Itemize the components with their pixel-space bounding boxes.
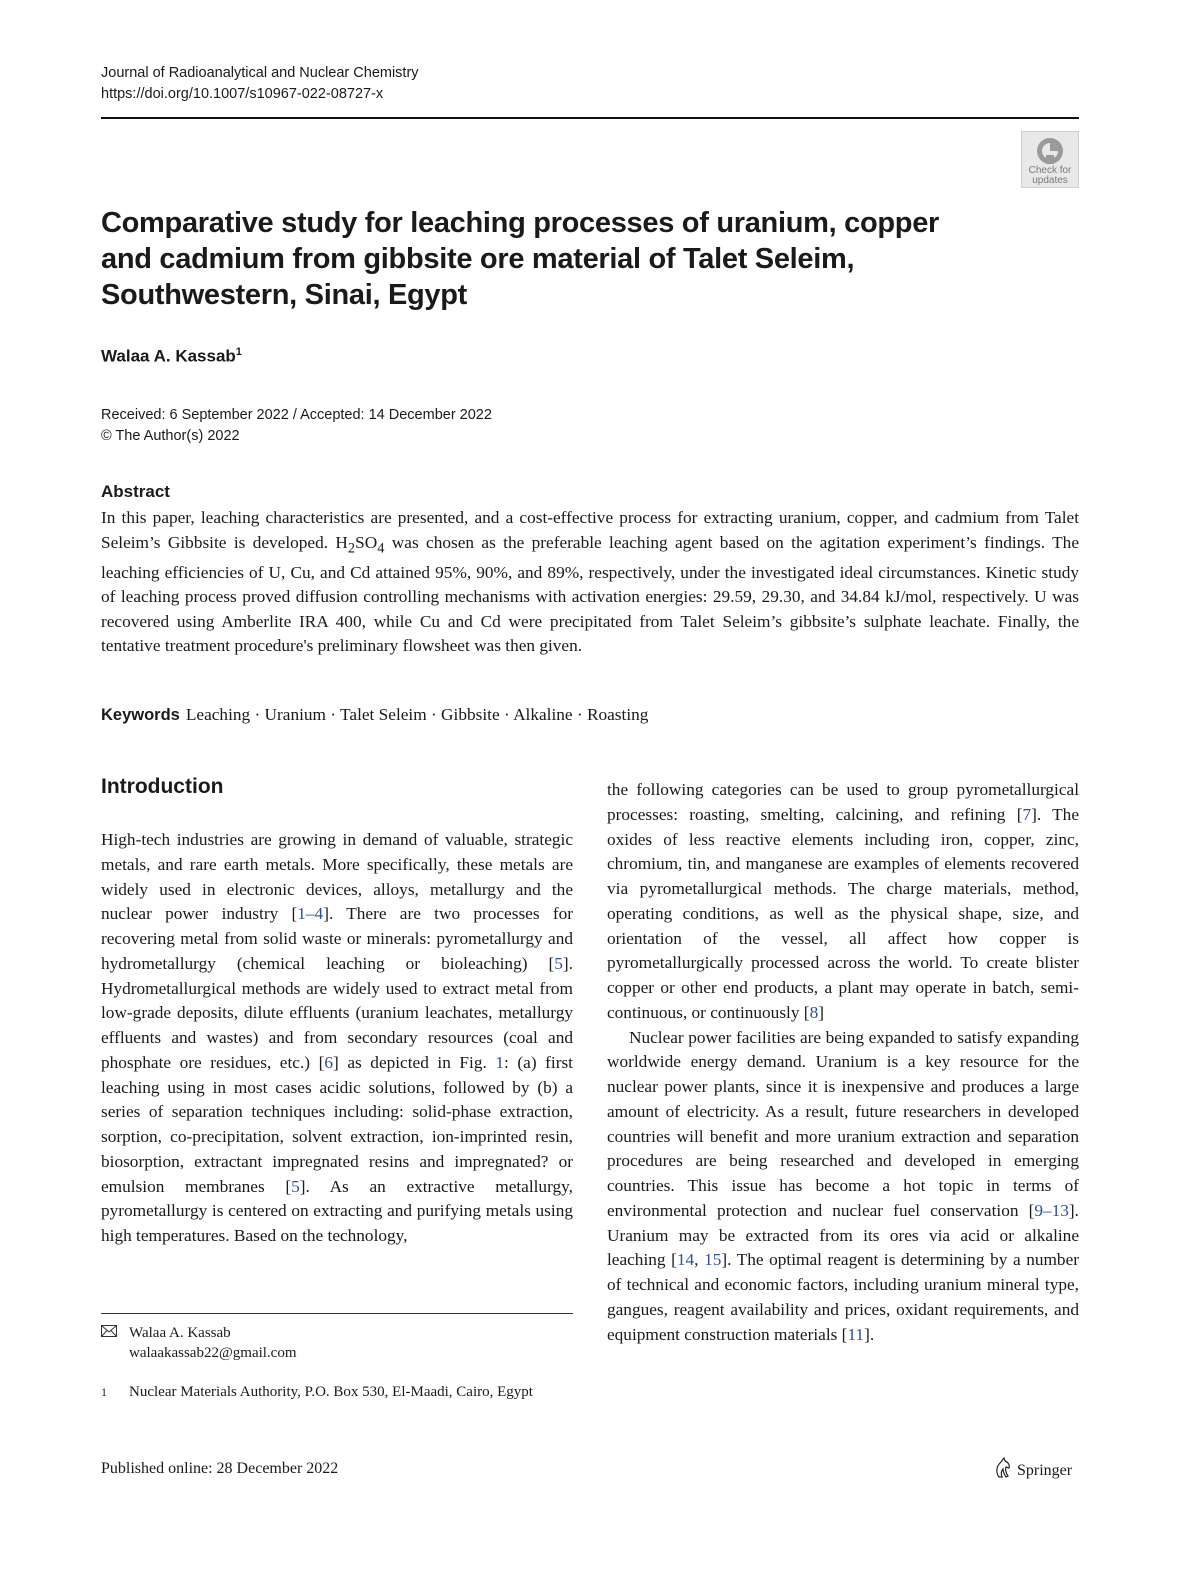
- intro-paragraph-1: High-tech industries are growing in demand of valuable, strategic metals, and rare earth metals. More specifically, these metals are widely used in electronic devices, alloys, metallurgy and the nuclear power industry [1–4]. There are two processes for recovering metal from solid waste or minerals: pyrometallurgy and hydrometallurgy (chemical leaching or bioleaching) [5]. Hydrometallurgical methods are widely used to extract metal from low-grade deposits, dilute effluents (uranium leachates, metallurgy effluents and wastes) and from secondary resources (coal and phosphate ore residues, etc.) [6] as depicted in Fig. 1: (a) first leaching using in most cases acidic solutions, followed by (b) a series of separation techniques including: solid-phase extraction, sorption, co-precipitation, solvent extraction, ion-imprinted resin, biosorption, extractant impregnated resins and impregnated? or emulsion membranes [5]. As an extractive metallurgy, pyrometallurgy is centered on extracting and purifying metals using high temperatures. Based on the technology,: [101, 830, 573, 1245]
- title-line-1: Comparative study for leaching processes of uranium, copper: [101, 207, 940, 239]
- header-rule: [101, 117, 1079, 119]
- author-name: Walaa A. Kassab: [101, 346, 236, 366]
- published-online: Published online: 28 December 2022: [101, 1460, 339, 1477]
- copyright: © The Author(s) 2022: [101, 428, 240, 444]
- badge-line1: Check for: [1028, 165, 1072, 176]
- journal-header: [101, 63, 419, 105]
- abstract-body: [101, 506, 1079, 659]
- introduction-left-column: [101, 828, 573, 1249]
- keywords-label: Keywords: [101, 706, 180, 724]
- introduction-right-column: [607, 778, 1079, 1347]
- citation-link[interactable]: 15: [704, 1250, 722, 1270]
- received-accepted: Received: 6 September 2022 / Accepted: 14 December 2022: [101, 407, 492, 423]
- figure-link[interactable]: 1: [495, 1052, 505, 1072]
- keywords-text: Leaching · Uranium · Talet Seleim · Gibbsite · Alkaline · Roasting: [185, 705, 649, 724]
- citation-link[interactable]: 9–13: [1034, 1200, 1069, 1220]
- journal-name: Journal of Radioanalytical and Nuclear Chemistry: [101, 65, 419, 81]
- springer-horse-icon: [993, 1462, 1017, 1479]
- abstract-text-1: In this paper, leaching characteristics are presented, and a cost-effective process for extracting uranium, copper, and cadmium from Talet Seleim’s Gibbsite is developed. H: [101, 508, 1079, 552]
- affil-text: Nuclear Materials Authority, P.O. Box 530, El-Maadi, Cairo, Egypt: [129, 1384, 533, 1400]
- envelope-icon: [101, 1323, 129, 1343]
- author-line: [101, 346, 242, 367]
- doi-link[interactable]: https://doi.org/10.1007/s10967-022-08727-x: [101, 86, 384, 102]
- citation-link[interactable]: 8: [809, 1002, 819, 1022]
- citation-link[interactable]: 7: [1022, 804, 1032, 824]
- check-for-updates-icon: [1035, 136, 1065, 166]
- springer-logo: [993, 1457, 1072, 1480]
- citation-link[interactable]: 5: [554, 953, 563, 973]
- contact-name: Walaa A. Kassab: [129, 1325, 231, 1341]
- citation-link[interactable]: 14: [676, 1250, 695, 1270]
- citation-link[interactable]: 5: [291, 1176, 300, 1196]
- abstract-text-2: was chosen as the preferable leaching agent based on the agitation experiment’s findings. The leaching efficiencies of U, Cu, and Cd attained 95%, 90%, and 89%, respectively, under the investigated ideal circumstances. Kinetic study of leaching process proved diffusion controlling mechanisms with activation energies: 29.59, 29.30, and 34.84 kJ/mol, respectively. U was recovered using Amberlite IRA 400, while Cu and Cd were precipitated from Talet Seleim’s gibbsite’s sulphate leachate. Finally, the tentative treatment procedure's preliminary flowsheet was then given.: [101, 532, 1079, 656]
- citation-link[interactable]: 11: [847, 1324, 865, 1344]
- dates-block: [101, 405, 492, 447]
- abstract-sub-2: 4: [377, 540, 385, 557]
- springer-wordmark: Springer: [1017, 1462, 1073, 1479]
- footnote-rule: [101, 1313, 573, 1314]
- intro-paragraph-2: Nuclear power facilities are being expanded to satisfy expanding worldwide energy demand. Uranium is a key resource for the nuclear power plants, since it is inexpensive and produces a large amount of electricity. As a result, future researchers in developed countries will benefit and more uranium extraction and separation procedures are being researched and developed in emerging countries. This issue has become a hot topic in terms of environmental protection and nuclear fuel conservation [9–13]. Uranium may be extracted from its ores via acid or alkaline leaching [14, 15]. The optimal reagent is determining by a number of technical and economic factors, including uranium mineral type, gangues, reagent availability and prices, oxidant requirements, and equipment construction materials [11].: [607, 1027, 1080, 1344]
- contact-email[interactable]: walaakassab22@gmail.com: [129, 1345, 297, 1361]
- paper-title: [101, 205, 961, 313]
- footnote-contact: [101, 1323, 573, 1363]
- citation-link[interactable]: 1–4: [297, 904, 324, 924]
- footnote-affiliation: [101, 1382, 573, 1402]
- title-line-3: Southwestern, Sinai, Egypt: [101, 279, 468, 311]
- introduction-heading: Introduction: [101, 775, 224, 798]
- title-line-2: and cadmium from gibbsite ore material of Talet Seleim,: [101, 243, 855, 275]
- abstract-heading: Abstract: [101, 482, 170, 501]
- author-affil-mark: 1: [235, 346, 242, 358]
- abstract-text-mid: SO: [355, 532, 378, 552]
- keywords: [101, 705, 648, 725]
- intro-paragraph-1-cont: the following categories can be used to group pyrometallurgical processes: roasting, smelting, calcining, and refining [7]. The oxides of less reactive elements including iron, copper, zinc, chromium, tin, and manganese are examples of elements recovered via pyrometallurgical methods. The charge materials, method, operating conditions, as well as the physical shape, size, and orientation of the vessel, all affect how copper is pyrometallurgically processed across the world. To create blister copper or other end products, a plant may operate in batch, semi-continuous, or continuously [8]: [607, 780, 1079, 1022]
- check-for-updates-badge[interactable]: [1021, 131, 1079, 188]
- abstract-sub-1: 2: [347, 540, 356, 557]
- citation-link[interactable]: 6: [324, 1052, 333, 1072]
- badge-line2: updates: [1032, 175, 1068, 186]
- affil-mark: 1: [101, 1385, 107, 1399]
